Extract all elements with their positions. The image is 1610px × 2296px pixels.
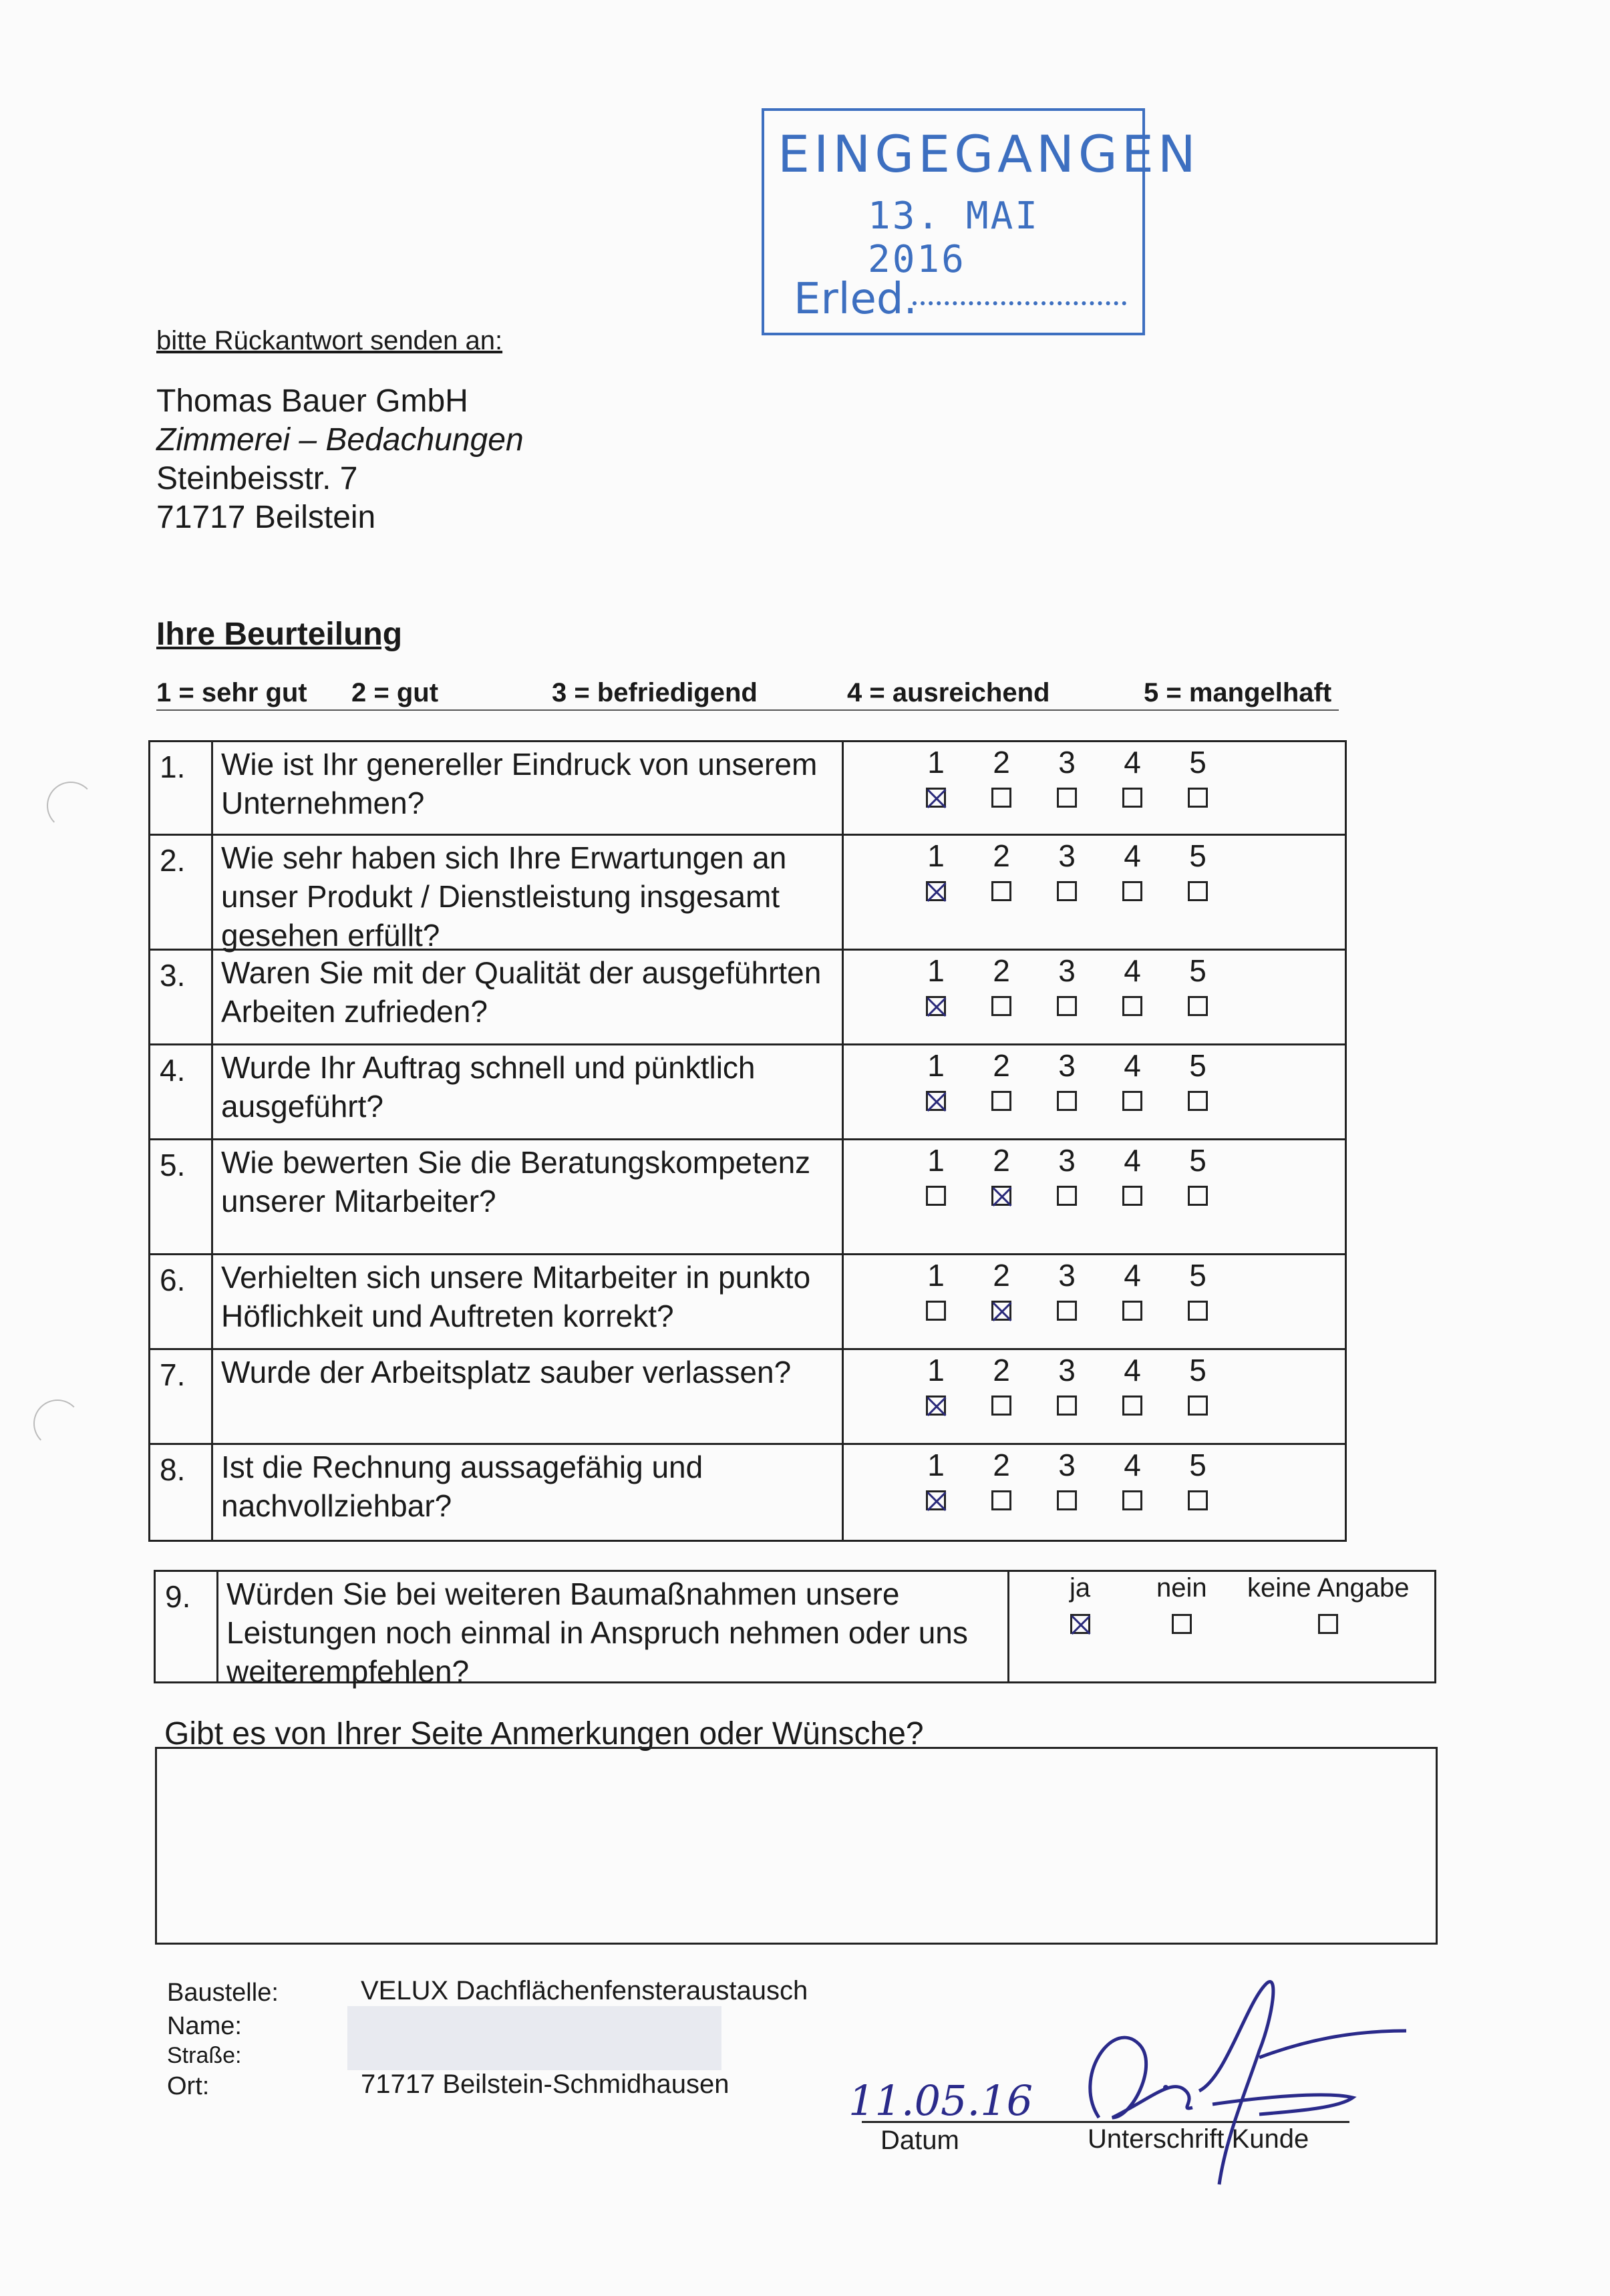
rating-option-2[interactable]: [981, 1048, 1021, 1111]
rating-option-label: 2: [993, 1258, 1010, 1293]
question-number: 2.: [150, 836, 213, 949]
city-value: 71717 Beilstein-Schmidhausen: [361, 2070, 730, 2099]
checkbox[interactable]: [1122, 1396, 1142, 1416]
rating-option-1[interactable]: [916, 1143, 956, 1206]
rating-option-1[interactable]: [916, 1353, 956, 1416]
checkbox[interactable]: [1122, 1186, 1142, 1206]
rating-option-1[interactable]: [916, 1258, 956, 1321]
rating-option-5[interactable]: [1178, 838, 1218, 901]
checkbox[interactable]: [1172, 1614, 1192, 1634]
checkbox[interactable]: [1057, 1490, 1077, 1510]
checkbox[interactable]: [991, 1091, 1011, 1111]
company-street: Steinbeisstr. 7: [156, 461, 358, 496]
rating-options: [844, 836, 1345, 949]
rating-option-3[interactable]: [1047, 1143, 1087, 1206]
rating-option-5[interactable]: [1178, 1353, 1218, 1416]
received-stamp: [762, 108, 1200, 335]
checkbox[interactable]: [991, 788, 1011, 808]
rating-option-5[interactable]: [1178, 1258, 1218, 1321]
rating-option-label: 1: [927, 745, 945, 780]
punch-hole: [47, 782, 95, 830]
handwritten-date: 11.05.16: [848, 2076, 1033, 2125]
company-city: 71717 Beilstein: [156, 500, 376, 535]
question-number: 1.: [150, 742, 213, 834]
site-value: VELUX Dachflächenfensteraustausch: [361, 1976, 808, 2005]
question-text: Wie sehr haben sich Ihre Erwartungen an unser Produkt / Dienstleistung insgesamt gesehen erfüllt?: [213, 836, 844, 949]
question-text: Wurde Ihr Auftrag schnell und pünktlich ausgeführt?: [213, 1045, 844, 1138]
name-label: Name:: [167, 2012, 242, 2040]
question-row: [150, 1255, 1345, 1350]
stamp-dots: [913, 301, 1126, 305]
rating-option-3[interactable]: [1047, 1048, 1087, 1111]
rating-option-label: 3: [1058, 1258, 1076, 1293]
scale-label-3: 3 = befriedigend: [552, 678, 758, 707]
rating-option-2[interactable]: [981, 1448, 1021, 1510]
rating-option-3[interactable]: [1047, 1258, 1087, 1321]
rating-option-2[interactable]: [981, 745, 1021, 808]
checkbox[interactable]: [1188, 1091, 1208, 1111]
checked-checkbox[interactable]: [926, 996, 946, 1016]
rating-option-label: 4: [1124, 953, 1141, 988]
question-text: Wie ist Ihr genereller Eindruck von unserem Unternehmen?: [213, 742, 844, 834]
rating-option-label: 1: [927, 1048, 945, 1083]
scale-label-2: 2 = gut: [351, 678, 439, 707]
question-text: Verhielten sich unsere Mitarbeiter in punkto Höflichkeit und Auftreten korrekt?: [213, 1255, 844, 1348]
checkbox[interactable]: [1057, 1091, 1077, 1111]
rating-option-4[interactable]: [1112, 953, 1152, 1016]
rating-option-5[interactable]: [1178, 1143, 1218, 1206]
rating-option-label: 5: [1189, 1258, 1206, 1293]
checkbox[interactable]: [1188, 996, 1208, 1016]
city-label: Ort:: [167, 2072, 210, 2100]
rating-option-5[interactable]: [1178, 1448, 1218, 1510]
rating-options: [844, 1140, 1345, 1253]
question-text: Waren Sie mit der Qualität der ausgeführten Arbeiten zufrieden?: [213, 951, 844, 1043]
checkbox[interactable]: [991, 996, 1011, 1016]
checkbox[interactable]: [991, 1396, 1011, 1416]
rating-option-2[interactable]: [981, 1353, 1021, 1416]
rating-option-1[interactable]: [916, 1048, 956, 1111]
checked-checkbox[interactable]: [926, 881, 946, 901]
checkbox[interactable]: [1188, 1490, 1208, 1510]
rating-option-label: 1: [927, 1258, 945, 1293]
rating-option-2[interactable]: [981, 838, 1021, 901]
rating-option-label: 5: [1189, 1048, 1206, 1083]
checkbox[interactable]: [1122, 881, 1142, 901]
rating-option-3[interactable]: [1047, 1353, 1087, 1416]
rating-option-label: 2: [993, 953, 1010, 988]
rating-option-label: 1: [927, 1448, 945, 1482]
question-number: 3.: [150, 951, 213, 1043]
option-label: ja: [1070, 1573, 1091, 1603]
rating-option-label: 4: [1124, 1048, 1141, 1083]
rating-option-label: 4: [1124, 1143, 1141, 1178]
remarks-label: Gibt es von Ihrer Seite Anmerkungen oder Wünsche?: [164, 1716, 924, 1752]
rating-option-label: 4: [1124, 1353, 1141, 1387]
customer-signature: [1059, 1964, 1433, 2191]
rating-option-1[interactable]: [916, 953, 956, 1016]
rating-options: [844, 742, 1345, 834]
rating-option-label: 3: [1058, 838, 1076, 873]
rating-option-3[interactable]: [1047, 1448, 1087, 1510]
rating-options: [844, 1255, 1345, 1348]
rating-option-label: 1: [927, 1143, 945, 1178]
checkbox[interactable]: [1122, 1301, 1142, 1321]
question-row: [150, 836, 1345, 951]
question-row: [150, 951, 1345, 1045]
checkbox[interactable]: [1188, 881, 1208, 901]
rating-option-label: 2: [993, 745, 1010, 780]
rating-option-label: 3: [1058, 745, 1076, 780]
rating-option-label: 5: [1189, 745, 1206, 780]
rating-option-3[interactable]: [1047, 745, 1087, 808]
checked-checkbox[interactable]: [926, 1396, 946, 1416]
checkbox[interactable]: [1188, 1301, 1208, 1321]
rating-option-1[interactable]: [916, 838, 956, 901]
option-nein[interactable]: [1156, 1573, 1207, 1634]
checkbox[interactable]: [926, 1301, 946, 1321]
rating-table: [148, 740, 1347, 1542]
question-number: 5.: [150, 1140, 213, 1253]
rating-option-label: 2: [993, 1448, 1010, 1482]
checkbox[interactable]: [1057, 1301, 1077, 1321]
checkbox[interactable]: [991, 881, 1011, 901]
checkbox[interactable]: [1057, 881, 1077, 901]
rating-option-label: 5: [1189, 1143, 1206, 1178]
option-keine-angabe[interactable]: [1247, 1573, 1409, 1634]
rating-options: [844, 1045, 1345, 1138]
question-text: Würden Sie bei weiteren Baumaßnahmen unsere Leistungen noch einmal in Anspruch nehmen oder uns weiterempfehlen?: [218, 1572, 1009, 1681]
checkbox[interactable]: [991, 1490, 1011, 1510]
checkbox[interactable]: [1057, 788, 1077, 808]
checked-checkbox[interactable]: [926, 1091, 946, 1111]
checkbox[interactable]: [1188, 1186, 1208, 1206]
company-subtitle: Zimmerei – Bedachungen: [156, 422, 524, 458]
question-row: [150, 1045, 1345, 1140]
rating-option-label: 4: [1124, 1448, 1141, 1482]
rating-option-label: 5: [1189, 1353, 1206, 1387]
date-label: Datum: [880, 2126, 959, 2155]
rating-option-5[interactable]: [1178, 745, 1218, 808]
rating-option-5[interactable]: [1178, 953, 1218, 1016]
checkbox[interactable]: [1122, 788, 1142, 808]
rating-option-label: 3: [1058, 1448, 1076, 1482]
remarks-field[interactable]: [155, 1747, 1438, 1945]
punch-hole: [33, 1400, 82, 1448]
checkbox[interactable]: [1057, 1186, 1077, 1206]
company-name: Thomas Bauer GmbH: [156, 383, 468, 419]
question-row: [150, 742, 1345, 836]
scale-label-1: 1 = sehr gut: [156, 678, 307, 707]
rating-option-label: 1: [927, 1353, 945, 1387]
rating-option-3[interactable]: [1047, 838, 1087, 901]
question-number: 9.: [156, 1572, 218, 1681]
checked-checkbox[interactable]: [991, 1186, 1011, 1206]
rating-option-label: 3: [1058, 1143, 1076, 1178]
rating-heading: Ihre Beurteilung: [156, 617, 403, 652]
rating-option-label: 2: [993, 838, 1010, 873]
checked-checkbox[interactable]: [926, 1490, 946, 1510]
rating-options: [844, 1350, 1345, 1443]
rating-option-5[interactable]: [1178, 1048, 1218, 1111]
rating-option-1[interactable]: [916, 1448, 956, 1510]
rating-option-4[interactable]: [1112, 1353, 1152, 1416]
checkbox[interactable]: [1057, 996, 1077, 1016]
question-text: Ist die Rechnung aussagefähig und nachvollziehbar?: [213, 1445, 844, 1540]
question-number: 7.: [150, 1350, 213, 1443]
option-label: keine Angabe: [1247, 1573, 1410, 1603]
site-label: Baustelle:: [167, 1979, 279, 2007]
checkbox[interactable]: [1122, 1490, 1142, 1510]
recommend-options: [1009, 1572, 1434, 1681]
rating-option-label: 3: [1058, 1353, 1076, 1387]
checkbox[interactable]: [926, 1186, 946, 1206]
rating-option-label: 1: [927, 838, 945, 873]
scale-label-5: 5 = mangelhaft: [1144, 678, 1332, 707]
rating-options: [844, 1445, 1345, 1540]
rating-option-label: 4: [1124, 745, 1141, 780]
stamp-date: 13. MAI 2016: [868, 194, 1040, 281]
street-label: Straße:: [167, 2043, 242, 2068]
checkbox[interactable]: [1188, 1396, 1208, 1416]
rating-option-1[interactable]: [916, 745, 956, 808]
recommend-row: [154, 1570, 1436, 1689]
rating-option-label: 1: [927, 953, 945, 988]
stamp-erled: Erled.: [794, 275, 917, 324]
rating-option-2[interactable]: [981, 953, 1021, 1016]
question-row: [150, 1350, 1345, 1445]
rating-option-label: 2: [993, 1143, 1010, 1178]
rating-option-label: 4: [1124, 838, 1141, 873]
rating-option-label: 5: [1189, 1448, 1206, 1482]
question-row: [150, 1445, 1345, 1540]
rating-option-4[interactable]: [1112, 838, 1152, 901]
rating-option-label: 2: [993, 1353, 1010, 1387]
rating-option-label: 3: [1058, 1048, 1076, 1083]
option-label: nein: [1156, 1573, 1207, 1603]
question-number: 4.: [150, 1045, 213, 1138]
question-number: 8.: [150, 1445, 213, 1540]
rating-option-4[interactable]: [1112, 745, 1152, 808]
rating-option-label: 5: [1189, 838, 1206, 873]
rating-option-label: 2: [993, 1048, 1010, 1083]
checked-checkbox[interactable]: [991, 1301, 1011, 1321]
rating-option-4[interactable]: [1112, 1448, 1152, 1510]
reply-to-label: bitte Rückantwort senden an:: [156, 326, 503, 355]
rating-options: [844, 951, 1345, 1043]
rating-option-label: 3: [1058, 953, 1076, 988]
rating-option-4[interactable]: [1112, 1143, 1152, 1206]
rating-option-label: 5: [1189, 953, 1206, 988]
option-ja[interactable]: [1070, 1573, 1090, 1634]
checkbox[interactable]: [1057, 1396, 1077, 1416]
signature-label: Unterschrift Kunde: [1088, 2124, 1309, 2154]
question-text: Wurde der Arbeitsplatz sauber verlassen?: [213, 1350, 844, 1443]
question-text: Wie bewerten Sie die Beratungskompetenz unserer Mitarbeiter?: [213, 1140, 844, 1253]
question-row: [150, 1140, 1345, 1255]
redacted-area: [347, 2006, 721, 2070]
checked-checkbox[interactable]: [1070, 1614, 1090, 1634]
scale-label-4: 4 = ausreichend: [847, 678, 1050, 707]
rating-option-2[interactable]: [981, 1143, 1021, 1206]
question-number: 6.: [150, 1255, 213, 1348]
rating-option-2[interactable]: [981, 1258, 1021, 1321]
checked-checkbox[interactable]: [926, 788, 946, 808]
checkbox[interactable]: [1122, 1091, 1142, 1111]
checkbox[interactable]: [1188, 788, 1208, 808]
rating-option-4[interactable]: [1112, 1258, 1152, 1321]
checkbox[interactable]: [1122, 996, 1142, 1016]
rating-option-4[interactable]: [1112, 1048, 1152, 1111]
scale-divider: [156, 709, 1339, 711]
rating-option-label: 4: [1124, 1258, 1141, 1293]
checkbox[interactable]: [1318, 1614, 1338, 1634]
stamp-title: EINGEGANGEN: [778, 124, 1200, 184]
rating-option-3[interactable]: [1047, 953, 1087, 1016]
